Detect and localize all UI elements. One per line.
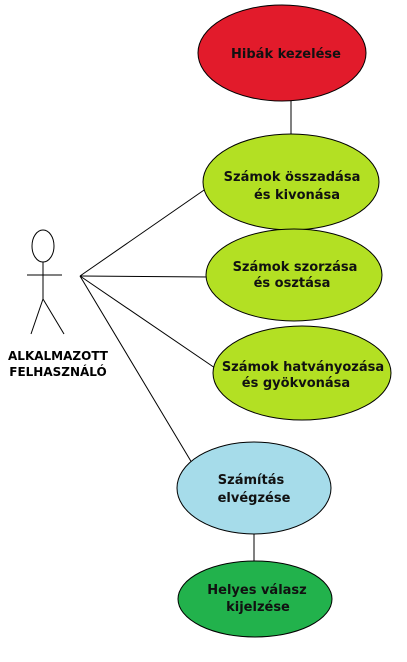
link-actor-to-add (80, 188, 207, 276)
usecase-show-answer-line2: kijelzése (226, 600, 290, 615)
usecase-multiply-divide-line1: Számok szorzása (232, 260, 358, 275)
usecase-error-handling (198, 5, 366, 101)
usecase-compute (177, 442, 331, 534)
actor-label-line1: ALKALMAZOTT (8, 349, 108, 363)
usecase-power-root-line1: Számok hatványozása (221, 360, 385, 375)
usecase-multiply-divide (206, 229, 382, 321)
usecase-compute-line2: elvégzése (217, 491, 291, 506)
usecase-show-answer (178, 561, 332, 637)
actor-head (32, 230, 54, 262)
actor-right-leg (43, 299, 64, 334)
actor-left-leg (31, 299, 43, 334)
usecase-compute-line1: Számítás (217, 473, 285, 488)
usecase-multiply-divide-line2: és osztása (253, 276, 331, 291)
usecase-add-subtract-line1: Számok összadása (223, 170, 361, 185)
usecase-add-subtract (203, 134, 379, 230)
usecase-error-handling-label: Hibák kezelése (231, 47, 341, 62)
link-actor-to-multiply (80, 276, 210, 277)
usecase-power-root-line2: és gyökvonása (241, 376, 351, 391)
actor-label-line2: FELHASZNÁLÓ (9, 365, 107, 379)
usecase-power-root (213, 326, 391, 420)
actor-figure (27, 230, 64, 334)
usecase-show-answer-line1: Helyes válasz (207, 583, 307, 598)
usecase-add-subtract-line2: és kivonása (253, 188, 341, 203)
